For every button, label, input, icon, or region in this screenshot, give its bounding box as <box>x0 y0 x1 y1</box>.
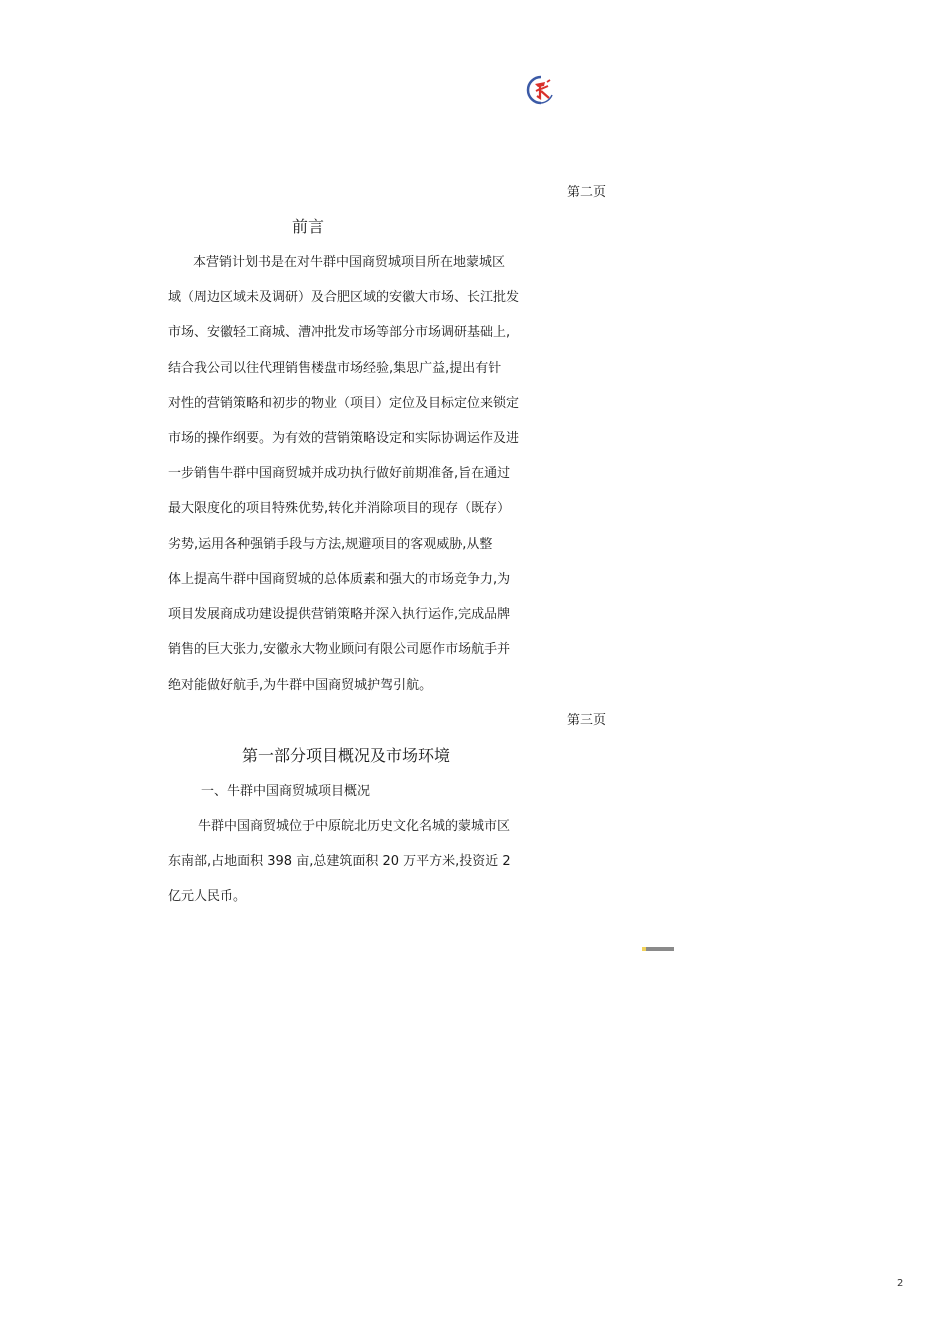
paragraph-line: 销售的巨大张力,安徽永大物业顾问有限公司愿作市场航手并 <box>168 642 511 657</box>
paragraph-line: 域（周边区域未及调研）及合肥区域的安徽大市场、长江批发 <box>168 290 520 305</box>
page-label-3: 第三页 <box>567 713 607 728</box>
company-logo-icon <box>525 74 557 106</box>
paragraph-line: 市场的操作纲要。为有效的营销策略设定和实际协调运作及进 <box>168 431 520 446</box>
paragraph-line: 体上提高牛群中国商贸城的总体质素和强大的市场竞争力,为 <box>168 572 511 587</box>
decorative-bar <box>646 947 674 951</box>
paragraph-line: 最大限度化的项目特殊优势,转化并消除项目的现存（既存） <box>168 501 511 516</box>
paragraph-line: 结合我公司以往代理销售楼盘市场经验,集思广益,提出有针 <box>168 361 502 376</box>
page-number: 2 <box>897 1278 904 1289</box>
paragraph-line: 绝对能做好航手,为牛群中国商贸城护驾引航。 <box>168 678 433 693</box>
section-title-foreword: 前言 <box>292 217 325 236</box>
subsection-title: 一、牛群中国商贸城项目概况 <box>201 784 371 799</box>
paragraph-line: 项目发展商成功建设提供营销策略并深入执行运作,完成品牌 <box>168 607 511 622</box>
page-label-2: 第二页 <box>567 185 607 200</box>
paragraph-line: 对性的营销策略和初步的物业（项目）定位及目标定位来锁定 <box>168 396 520 411</box>
paragraph-line: 亿元人民币。 <box>168 889 247 904</box>
paragraph-line: 一步销售牛群中国商贸城并成功执行做好前期准备,旨在通过 <box>168 466 511 481</box>
paragraph-line: 市场、安徽轻工商城、漕冲批发市场等部分市场调研基础上, <box>168 325 511 340</box>
paragraph-line: 本营销计划书是在对牛群中国商贸城项目所在地蒙城区 <box>193 255 506 270</box>
paragraph-line: 牛群中国商贸城位于中原皖北历史文化名城的蒙城市区 <box>198 819 511 834</box>
section-title-part-one: 第一部分项目概况及市场环境 <box>242 746 451 765</box>
paragraph-line: 东南部,占地面积 398 亩,总建筑面积 20 万平方米,投资近 2 <box>168 854 511 869</box>
paragraph-line: 劣势,运用各种强销手段与方法,规避项目的客观威胁,从整 <box>168 537 493 552</box>
